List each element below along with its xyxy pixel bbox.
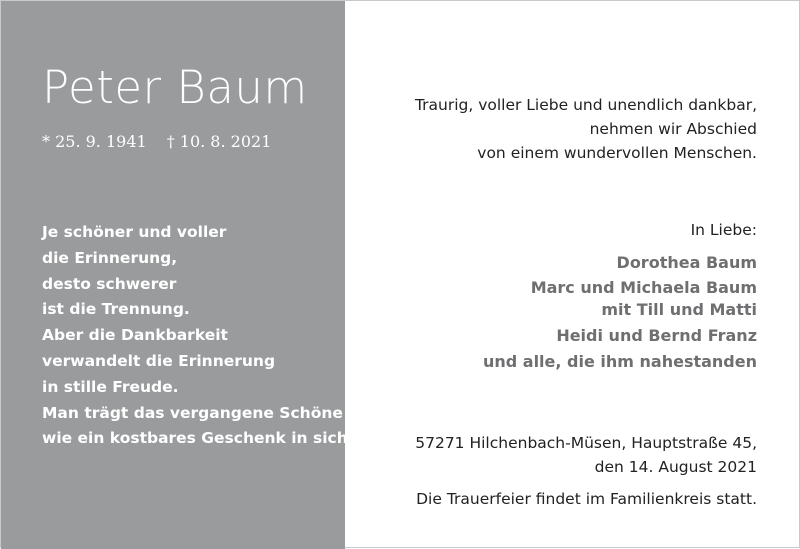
mourners-heading: In Liebe:: [690, 221, 757, 239]
intro-line: von einem wundervollen Menschen.: [477, 144, 757, 162]
intro-line: nehmen wir Abschied: [589, 120, 757, 138]
left-panel: [1, 1, 354, 549]
poem-line: Aber die Dankbarkeit: [42, 326, 228, 345]
mourner-name: und alle, die ihm nahestanden: [482, 352, 757, 371]
deceased-name: Peter Baum: [42, 61, 308, 114]
life-dates: [42, 132, 271, 151]
poem-line: in stille Freude.: [42, 377, 179, 396]
mourners-list: [357, 251, 757, 376]
poem-line: ist die Trennung.: [42, 300, 190, 319]
mourner-entry: [357, 251, 757, 274]
mourner-entry: [357, 350, 757, 373]
poem-line: die Erinnerung,: [42, 248, 178, 267]
address-street: 57271 Hilchenbach-Müsen, Hauptstraße 45,: [415, 434, 757, 452]
address-block: [337, 431, 757, 479]
poem: [42, 220, 354, 452]
mourner-subline: mit Till und Matti: [601, 300, 757, 319]
funeral-notice: Die Trauerfeier findet im Familienkreis statt.: [416, 490, 757, 508]
mourner-name: Heidi und Bernd Franz: [556, 326, 757, 345]
poem-line: desto schwerer: [42, 274, 177, 293]
intro-line: Traurig, voller Liebe und unendlich dankbar,: [414, 96, 757, 114]
poem-line: verwandelt die Erinnerung: [42, 351, 276, 370]
death-date: † 10. 8. 2021: [166, 132, 272, 151]
mourner-name: Marc und Michaela Baum: [530, 278, 757, 297]
mourner-name: Dorothea Baum: [616, 253, 757, 272]
poem-line: wie ein kostbares Geschenk in sich.: [42, 429, 354, 448]
poem-line: Je schöner und voller: [42, 223, 227, 241]
poem-line: Man trägt das vergangene Schöne: [42, 403, 343, 422]
intro-text: [357, 93, 757, 165]
right-panel: [345, 1, 800, 549]
address-date: den 14. August 2021: [594, 458, 757, 476]
mourner-entry: [357, 324, 757, 347]
mourner-entry: [357, 277, 757, 321]
birth-date: * 25. 9. 1941: [42, 132, 147, 151]
